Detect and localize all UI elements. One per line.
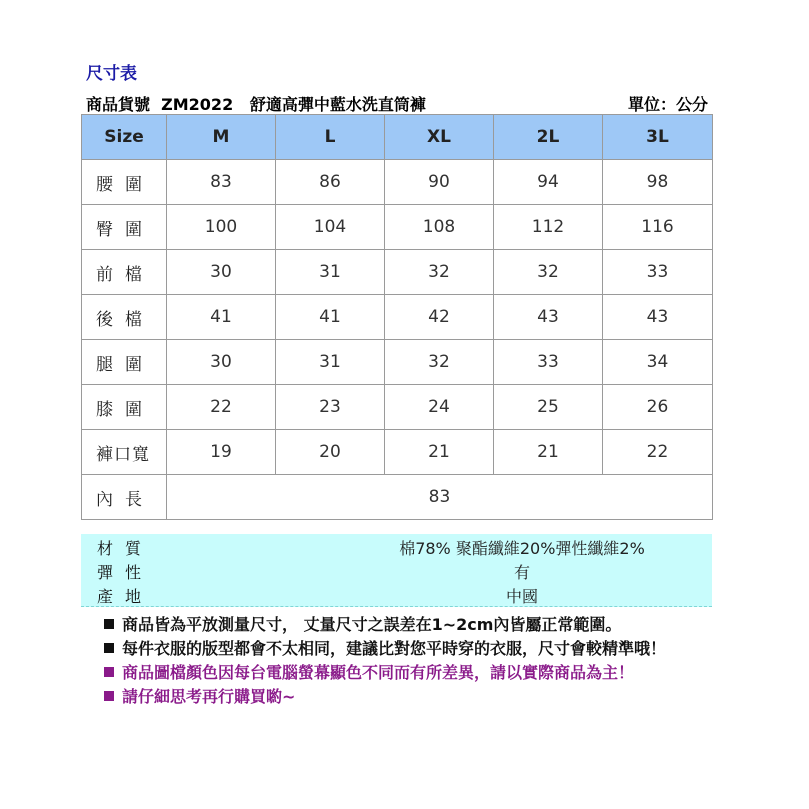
note-text: 請仔細思考再行購買喲~ <box>122 687 296 706</box>
origin-label: 產地 <box>97 587 154 606</box>
table-cell: 116 <box>603 205 713 250</box>
header-m: M <box>167 115 276 160</box>
table-cell: 30 <box>167 340 276 385</box>
product-info-row <box>86 92 708 114</box>
table-row <box>82 250 713 295</box>
table-cell: 32 <box>494 250 603 295</box>
row-label-text: 腿圍 <box>96 354 154 375</box>
material-value: 棉78% 聚酯纖維20%彈性纖維2% <box>399 539 645 558</box>
table-cell: 86 <box>276 160 385 205</box>
material-row <box>81 536 712 558</box>
header-xl: XL <box>385 115 494 160</box>
note-item <box>104 612 666 636</box>
table-cell: 34 <box>603 340 713 385</box>
row-label <box>82 295 167 340</box>
table-row <box>82 340 713 385</box>
material-label: 材質 <box>97 539 154 558</box>
table-cell: 90 <box>385 160 494 205</box>
table-cell: 112 <box>494 205 603 250</box>
square-bullet-icon <box>104 691 114 701</box>
table-cell: 100 <box>167 205 276 250</box>
origin-row <box>81 584 712 606</box>
table-cell: 24 <box>385 385 494 430</box>
notes-list <box>104 612 666 708</box>
header-3l: 3L <box>603 115 713 160</box>
row-label-text: 前檔 <box>96 264 154 285</box>
table-cell: 33 <box>603 250 713 295</box>
table-cell: 42 <box>385 295 494 340</box>
table-cell: 19 <box>167 430 276 475</box>
row-label <box>82 430 167 475</box>
row-label <box>82 475 167 520</box>
note-item <box>104 636 666 660</box>
header-l: L <box>276 115 385 160</box>
header-size: Size <box>82 115 167 160</box>
row-label-text: 褲口寬 <box>96 444 150 465</box>
table-cell: 83 <box>167 160 276 205</box>
row-label-text: 腰圍 <box>96 174 154 195</box>
elasticity-label: 彈性 <box>97 563 154 582</box>
note-text: 商品圖檔顏色因每台電腦螢幕顯色不同而有所差異，請以實際商品為主！ <box>122 663 635 682</box>
square-bullet-icon <box>104 619 114 629</box>
table-cell: 25 <box>494 385 603 430</box>
table-cell: 43 <box>603 295 713 340</box>
table-cell: 108 <box>385 205 494 250</box>
table-cell: 22 <box>167 385 276 430</box>
origin-value: 中國 <box>505 587 538 606</box>
table-cell: 104 <box>276 205 385 250</box>
table-row <box>82 295 713 340</box>
table-row <box>82 160 713 205</box>
table-cell: 98 <box>603 160 713 205</box>
material-section <box>81 534 712 607</box>
row-label-text: 臀圍 <box>96 219 154 240</box>
inseam-label: 內長 <box>96 489 154 510</box>
page-title: 尺寸表 <box>86 64 137 84</box>
elasticity-value: 有 <box>513 563 530 582</box>
table-cell: 43 <box>494 295 603 340</box>
table-cell: 22 <box>603 430 713 475</box>
table-cell: 32 <box>385 340 494 385</box>
row-label <box>82 250 167 295</box>
table-row <box>82 430 713 475</box>
row-label <box>82 340 167 385</box>
table-cell: 23 <box>276 385 385 430</box>
square-bullet-icon <box>104 667 114 677</box>
product-code-name: 商品貨號 ZM2022 舒適高彈中藍水洗直筒褲 <box>86 95 426 114</box>
inseam-row <box>82 475 713 520</box>
size-table <box>81 114 713 520</box>
row-label <box>82 160 167 205</box>
unit-label: 單位：公分 <box>627 95 708 114</box>
row-label-text: 後檔 <box>96 309 154 330</box>
note-item <box>104 684 666 708</box>
row-label <box>82 205 167 250</box>
table-cell: 21 <box>385 430 494 475</box>
note-item <box>104 660 666 684</box>
table-row <box>82 385 713 430</box>
table-cell: 31 <box>276 340 385 385</box>
table-cell: 31 <box>276 250 385 295</box>
note-text: 商品皆為平放測量尺寸， 丈量尺寸之誤差在1~2cm內皆屬正常範圍。 <box>122 615 622 634</box>
row-label <box>82 385 167 430</box>
note-text: 每件衣服的版型都會不太相同，建議比對您平時穿的衣服，尺寸會較精準哦！ <box>122 639 667 658</box>
table-cell: 20 <box>276 430 385 475</box>
table-row <box>82 205 713 250</box>
table-cell: 33 <box>494 340 603 385</box>
table-cell: 21 <box>494 430 603 475</box>
square-bullet-icon <box>104 643 114 653</box>
size-header-row <box>82 115 713 160</box>
table-cell: 41 <box>167 295 276 340</box>
table-cell: 41 <box>276 295 385 340</box>
row-label-text: 膝圍 <box>96 399 154 420</box>
inseam-value: 83 <box>167 475 713 520</box>
table-cell: 26 <box>603 385 713 430</box>
elasticity-row <box>81 560 712 582</box>
table-cell: 30 <box>167 250 276 295</box>
table-cell: 32 <box>385 250 494 295</box>
header-2l: 2L <box>494 115 603 160</box>
table-cell: 94 <box>494 160 603 205</box>
